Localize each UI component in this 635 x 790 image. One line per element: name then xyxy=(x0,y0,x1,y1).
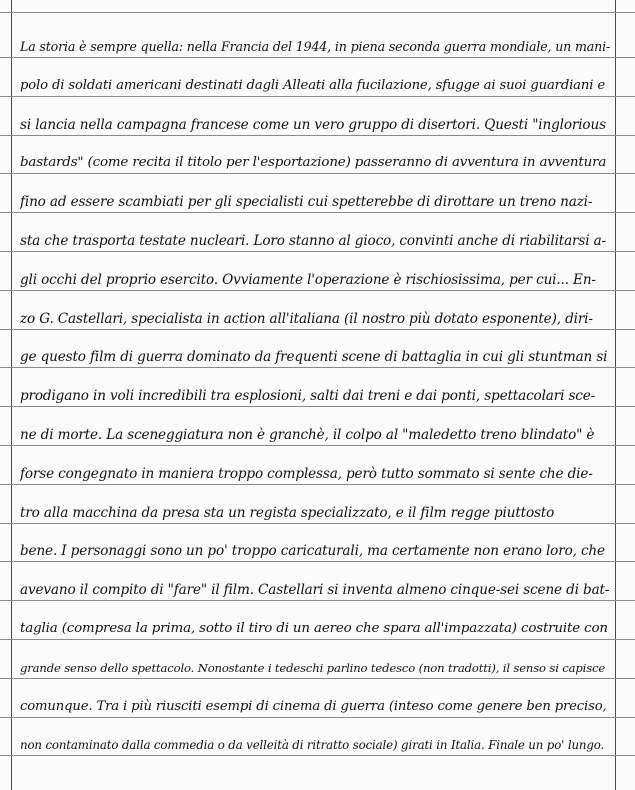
text-line: fino ad essere scambiati per gli specialisti cui spetterebbe di dirottare un treno nazi- xyxy=(20,194,593,210)
text-line: polo di soldati americani destinati dagli Alleati alla fucilazione, sfugge ai suoi guardiani e xyxy=(20,78,605,93)
text-line: taglia (compresa la prima, sotto il tiro di un aereo che spara all'impazzata) costruite con xyxy=(20,621,608,636)
text-line: ge questo film di guerra dominato da frequenti scene di battaglia in cui gli stuntman si xyxy=(20,349,608,365)
text-line: tro alla macchina da presa sta un regista specializzato, e il film regge piuttosto xyxy=(20,505,555,521)
text-line: La storia è sempre quella: nella Francia del 1944, in piena seconda guerra mondiale, un mani- xyxy=(20,39,611,54)
ruled-line xyxy=(0,12,635,13)
right-margin-line xyxy=(615,0,616,790)
text-line: non contaminato dalla commedia o da velleità di ritratto sociale) girati in Italia. Finale un po' lungo. xyxy=(20,738,605,752)
text-line: si lancia nella campagna francese come un vero gruppo di disertori. Questi "inglorious xyxy=(20,117,606,133)
text-line: comunque. Tra i più riusciti esempi di cinema di guerra (inteso come genere ben preciso, xyxy=(20,699,607,714)
text-line: grande senso dello spettacolo. Nonostante i tedeschi parlino tedesco (non tradotti), il senso si capisce xyxy=(20,661,606,675)
left-margin-line xyxy=(11,0,12,790)
text-line: sta che trasporta testate nucleari. Loro stanno al gioco, convinti anche di riabilitarsi a- xyxy=(20,233,607,249)
text-line: bene. I personaggi sono un po' troppo caricaturali, ma certamente non erano loro, che xyxy=(20,543,605,559)
text-line: avevano il compito di "fare" il film. Castellari si inventa almeno cinque-sei scene di bat- xyxy=(20,582,610,598)
text-line: prodigano in voli incredibili tra esplosioni, salti dai treni e dai ponti, spettacolari sce- xyxy=(20,388,596,404)
text-line: ne di morte. La sceneggiatura non è granchè, il colpo al "maledetto treno blindato" è xyxy=(20,427,595,443)
text-line: bastards" (come recita il titolo per l'esportazione) passeranno di avventura in avventura xyxy=(20,155,607,170)
text-line: forse congegnato in maniera troppo complessa, però tutto sommato si sente che die- xyxy=(20,466,593,482)
text-line: zo G. Castellari, specialista in action all'italiana (il nostro più dotato esponente), diri- xyxy=(20,311,593,327)
text-line: gli occhi del proprio esercito. Ovviamente l'operazione è rischiosissima, per cui... En- xyxy=(20,272,596,288)
